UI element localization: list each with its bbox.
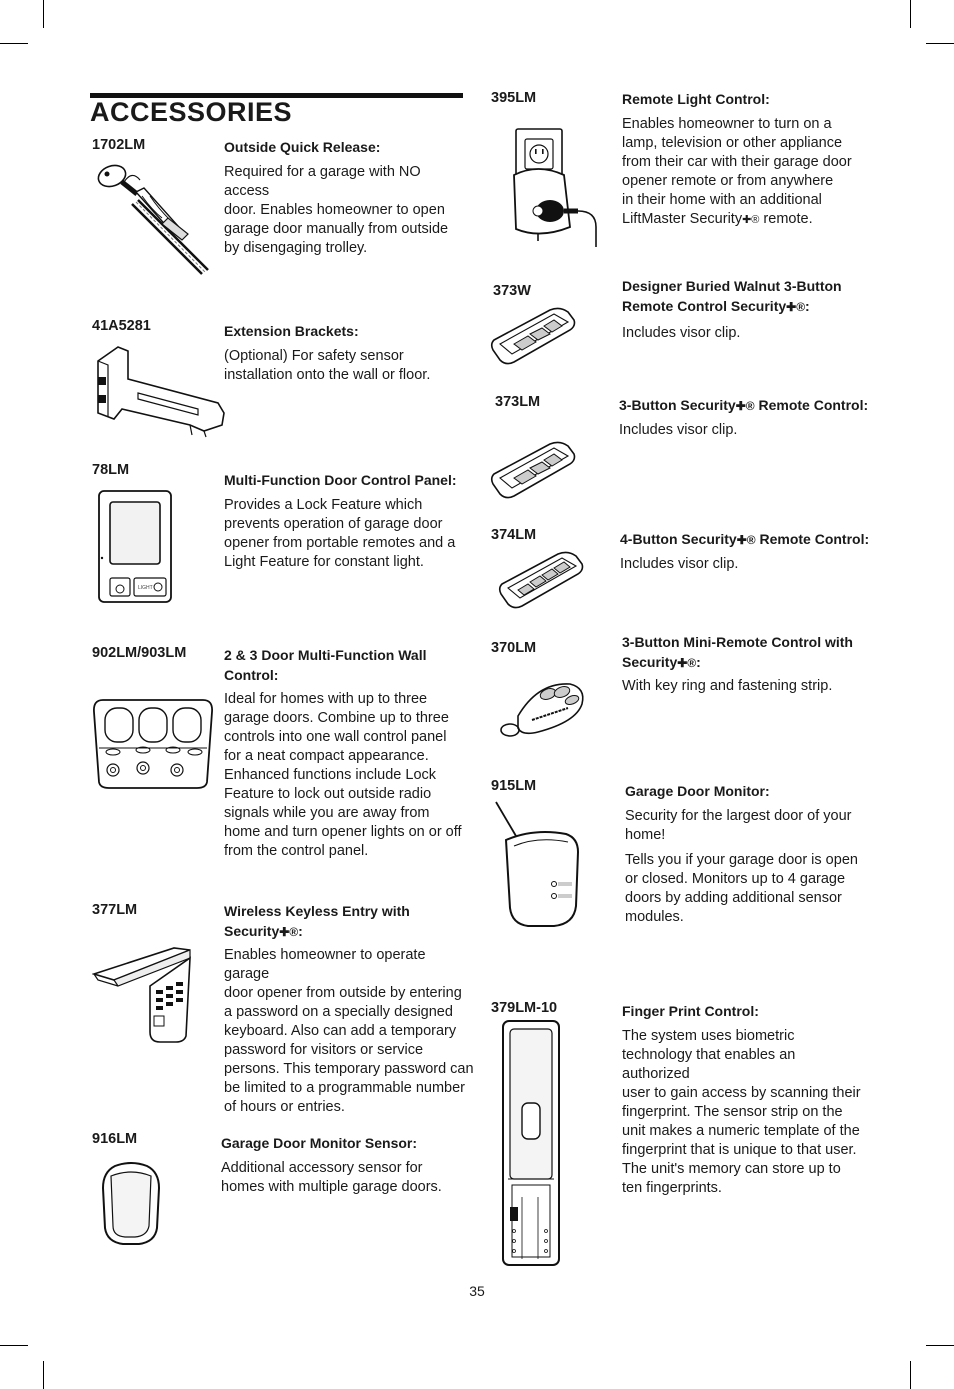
page-title: ACCESSORIES (90, 97, 293, 127)
four-button-remote-illustration (498, 550, 588, 612)
accessory-description: Provides a Lock Feature which prevents operation of garage door opener from portable remotes and a Light Feature for constant light. (224, 497, 456, 570)
part-code: 374LM (491, 527, 537, 543)
fingerprint-control-illustration (500, 1019, 562, 1269)
part-code: 379LM-10 (491, 1000, 558, 1016)
part-code: 41A5281 (92, 318, 151, 334)
quick-release-illustration (92, 160, 217, 280)
accessory-title: 2 & 3 Door Multi-Function Wall Control: (224, 647, 427, 683)
accessory-title-line: Remote Control: (755, 531, 870, 547)
accessory-title-line: Security (224, 923, 280, 939)
crop-mark (926, 1345, 954, 1346)
three-button-remote-illustration (490, 440, 580, 502)
accessory-title (622, 632, 853, 673)
accessory-description: Enables homeowner to operate garage door opener from outside by entering a password on a specially designed keyboard. Also can add a temporary password for visitors or service persons. This temporary password can be limited to a programmable number of hours or entries. (224, 947, 474, 1115)
crop-mark (43, 1361, 44, 1389)
accessory-description: Required for a garage with NO access door. Enables homeowner to open garage door manually from outside by disengaging trolley. (224, 164, 449, 256)
accessory-title-line: 3-Button Security (619, 397, 736, 413)
accessory-title (620, 529, 869, 550)
security-mark: ✚® (742, 214, 760, 226)
accessory-title: Outside Quick Release: (224, 139, 381, 155)
accessory-title-line: Security (622, 654, 678, 670)
part-code: 373W (493, 283, 531, 299)
remote-light-control-illustration (508, 127, 608, 249)
accessory-description: Ideal for homes with up to three garage doors. Combine up to three controls into one wall control panel for a neat compact appearance. Enhanced functions include Lock Feature to lock out outside radio signals while you are away from home and turn opener lights on or off from the control panel. (224, 691, 462, 859)
crop-mark (926, 43, 954, 44)
accessory-title-line: Remote Control: (754, 397, 869, 413)
accessory-description: (Optional) For safety sensor installation onto the wall or floor. (224, 348, 431, 383)
accessory-title: Extension Brackets: (224, 323, 359, 339)
part-code: 915LM (491, 778, 537, 794)
panel-light-label: LIGHT (138, 585, 153, 591)
accessory-title-line: Remote Control Security (622, 298, 787, 314)
accessory-title-colon: : (805, 298, 810, 314)
monitor-sensor-illustration (101, 1162, 163, 1247)
accessory-title-line: 4-Button Security (620, 531, 737, 547)
crop-mark (0, 1345, 28, 1346)
accessory-title (619, 395, 868, 416)
accessory-description: Includes visor clip. (619, 422, 738, 438)
keyless-entry-illustration (92, 946, 197, 1046)
crop-mark (43, 0, 44, 28)
accessory-description-text: Enables homeowner to turn on a lamp, television or other appliance from their car with their garage door opener remote or from anywhere in their home with an additional LiftMaster Security (622, 116, 852, 227)
accessory-title-line: Designer Buried Walnut 3-Button (622, 278, 842, 294)
crop-mark (910, 0, 911, 28)
security-mark: ✚® (786, 300, 806, 314)
mini-remote-illustration (498, 680, 588, 742)
part-code: 373LM (495, 394, 541, 410)
walnut-remote-illustration (490, 306, 580, 368)
part-code: 1702LM (92, 137, 146, 153)
security-mark: ✚® (735, 399, 755, 413)
accessory-title-colon: : (696, 654, 701, 670)
crop-mark (0, 43, 28, 44)
door-control-panel-illustration (96, 488, 176, 606)
page-number: 35 (469, 1283, 485, 1299)
accessory-title: Finger Print Control: (622, 1003, 759, 1019)
accessory-description: The system uses biometric technology that enables an authorized user to gain access by scanning their fingerprint. The sensor strip on the unit makes a numeric template of the fingerprint that is unique to that user. The unit's memory can store up to ten fingerprints. (622, 1028, 861, 1196)
accessory-title (622, 276, 842, 317)
accessory-description (622, 115, 867, 230)
accessory-description: With key ring and fastening strip. (622, 678, 833, 694)
accessory-title (224, 901, 410, 942)
extension-bracket-illustration (94, 343, 229, 438)
accessory-description: Includes visor clip. (620, 556, 739, 572)
part-code: 902LM/903LM (92, 645, 187, 661)
accessory-description: Tells you if your garage door is open or closed. Monitors up to 4 garage doors by adding additional sensor modules. (625, 852, 858, 925)
wall-control-illustration (91, 696, 216, 791)
accessory-title: Multi-Function Door Control Panel: (224, 472, 457, 488)
accessory-description: Includes visor clip. (622, 325, 741, 341)
accessory-description: Security for the largest door of your home! (625, 808, 852, 843)
part-code: 916LM (92, 1131, 138, 1147)
part-code: 370LM (491, 640, 537, 656)
accessory-title: Remote Light Control: (622, 91, 770, 107)
accessory-title-line: 3-Button Mini-Remote Control with (622, 634, 853, 650)
accessory-description: Additional accessory sensor for homes with multiple garage doors. (221, 1160, 442, 1195)
garage-door-monitor-illustration (494, 800, 584, 930)
security-mark: ✚® (279, 925, 299, 939)
accessory-title-colon: : (298, 923, 303, 939)
part-code: 395LM (491, 90, 537, 106)
crop-mark (910, 1361, 911, 1389)
accessory-description-text: remote. (759, 211, 813, 227)
accessory-title-line: Wireless Keyless Entry with (224, 903, 410, 919)
security-mark: ✚® (736, 533, 756, 547)
part-code: 78LM (92, 462, 130, 478)
security-mark: ✚® (677, 656, 697, 670)
accessory-title: Garage Door Monitor: (625, 783, 770, 799)
part-code: 377LM (92, 902, 138, 918)
accessory-title: Garage Door Monitor Sensor: (221, 1135, 418, 1151)
